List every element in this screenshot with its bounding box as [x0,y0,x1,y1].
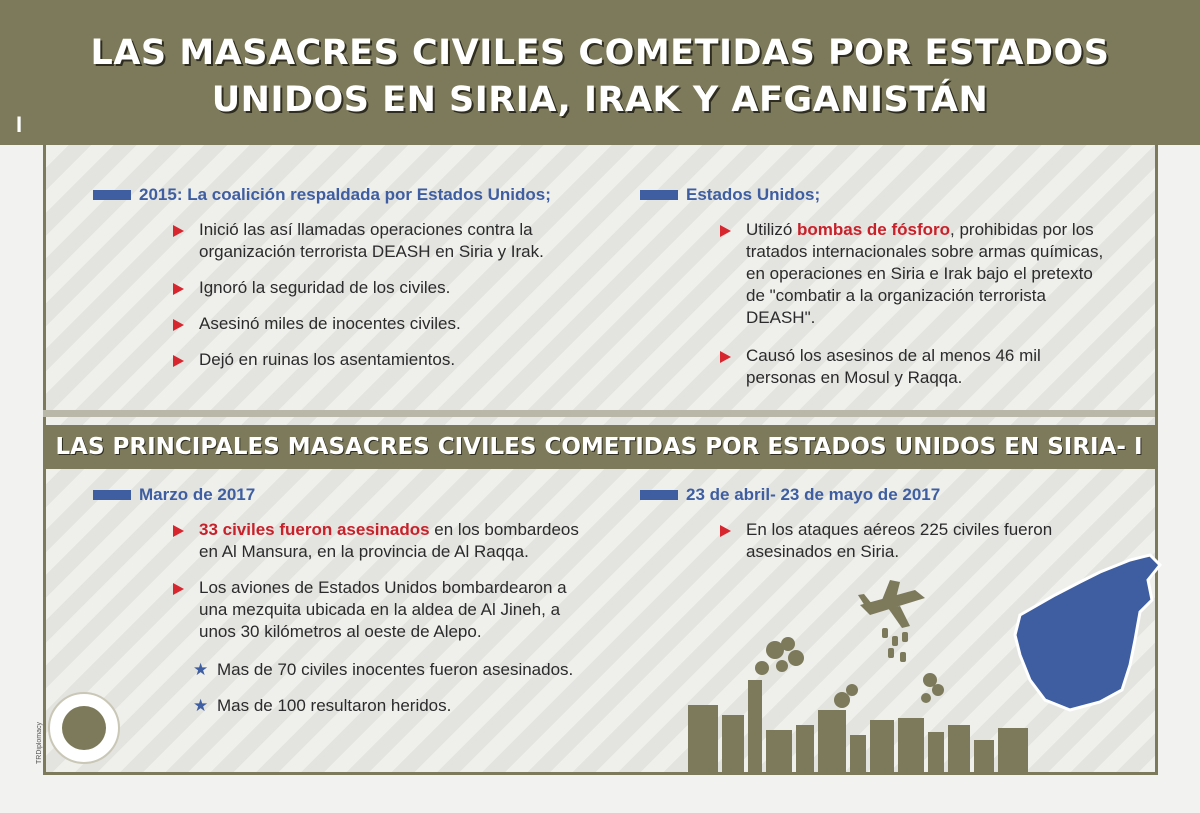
section-band [43,425,1155,469]
section-marzo-2017 [93,485,633,717]
triangle-bullet-icon [173,225,184,237]
title-line-1: LAS MASACRES CIVILES COMETIDAS POR ESTADOS [90,33,1110,73]
title-line-2: UNIDOS EN SIRIA, IRAK Y AFGANISTÁN [211,80,989,120]
band-title: LAS PRINCIPALES MASACRES CIVILES COMETIDAS POR ESTADOS UNIDOS EN SIRIA- I [55,434,1143,460]
section-heading [93,185,593,205]
list-item-text: Utilizó [746,220,798,239]
city-skyline-icon [688,680,1028,775]
list-item [173,313,573,335]
page-number: I [16,112,23,137]
section-estados-unidos [640,185,1140,389]
page-title [60,30,1140,124]
triangle-bullet-icon [173,319,184,331]
list-item-text: Causó los asesinos de al menos 46 mil personas en Mosul y Raqqa. [746,346,1041,387]
list-item [173,349,573,371]
syria-map-icon [1015,555,1160,710]
list-item-text: , prohibidas por los tratados internacionales sobre armas químicas, en operaciones en Siria e Irak bajo el pretexto de "combatir a la organización terrorista DEASH". [746,220,1104,327]
smoke-icon [755,637,944,708]
logo-emblem-icon [62,706,106,750]
war-illustration [660,540,1170,775]
section-coalition-2015 [93,185,593,371]
heading-text: Estados Unidos; [686,185,821,204]
triangle-bullet-icon [720,525,731,537]
section-heading [640,185,1140,205]
list-item [720,345,1110,389]
sub-list-item [193,659,593,681]
section-heading [640,485,1140,505]
list-item [173,577,593,643]
highlight-text: 33 civiles fueron asesinados [199,520,430,539]
section-heading [93,485,633,505]
star-bullet-icon: ★ [193,696,209,715]
heading-bar-icon [640,190,678,200]
highlight-text: bombas de fósforo [797,220,951,239]
list-item [173,519,593,563]
list-item-text: Inició las así llamadas operaciones contra la organización terrorista DEASH en Siria y Irak. [199,220,544,261]
triangle-bullet-icon [173,355,184,367]
section-divider [43,410,1155,417]
heading-bar-icon [640,490,678,500]
list-item-text: Dejó en ruinas los asentamientos. [199,350,456,369]
heading-bar-icon [93,190,131,200]
credit-text: TRDiplomacy [36,721,43,764]
list-item [720,219,1110,329]
bombs-icon [882,628,908,662]
triangle-bullet-icon [173,283,184,295]
triangle-bullet-icon [720,351,731,363]
list-item-text: Asesinó miles de inocentes civiles. [199,314,461,333]
header-banner [0,0,1200,145]
list-item-text: Los aviones de Estados Unidos bombardearon a una mezquita ubicada en la aldea de Al Jineh, a unos 30 kilómetros al oeste de Alepo. [199,578,567,641]
tr-diplomacy-logo [48,692,120,764]
heading-text: Marzo de 2017 [139,485,256,504]
sub-list-item [193,695,593,717]
heading-text: 23 de abril- 23 de mayo de 2017 [686,485,941,504]
sub-list-item-text: Mas de 100 resultaron heridos. [217,696,452,715]
triangle-bullet-icon [173,525,184,537]
list-item-text: Ignoró la seguridad de los civiles. [199,278,451,297]
heading-text: 2015: La coalición respaldada por Estados Unidos; [139,185,551,204]
list-item-text: En los ataques aéreos 225 civiles fueron asesinados en Siria. [746,520,1053,561]
star-bullet-icon: ★ [193,660,209,679]
triangle-bullet-icon [720,225,731,237]
airplane-icon [858,580,925,628]
sub-list-item-text: Mas de 70 civiles inocentes fueron asesinados. [217,660,574,679]
list-item [173,219,573,263]
heading-bar-icon [93,490,131,500]
list-item [173,277,573,299]
list-item-text: en los bombardeos en Al Mansura, en la provincia de Al Raqqa. [199,520,579,561]
triangle-bullet-icon [173,583,184,595]
